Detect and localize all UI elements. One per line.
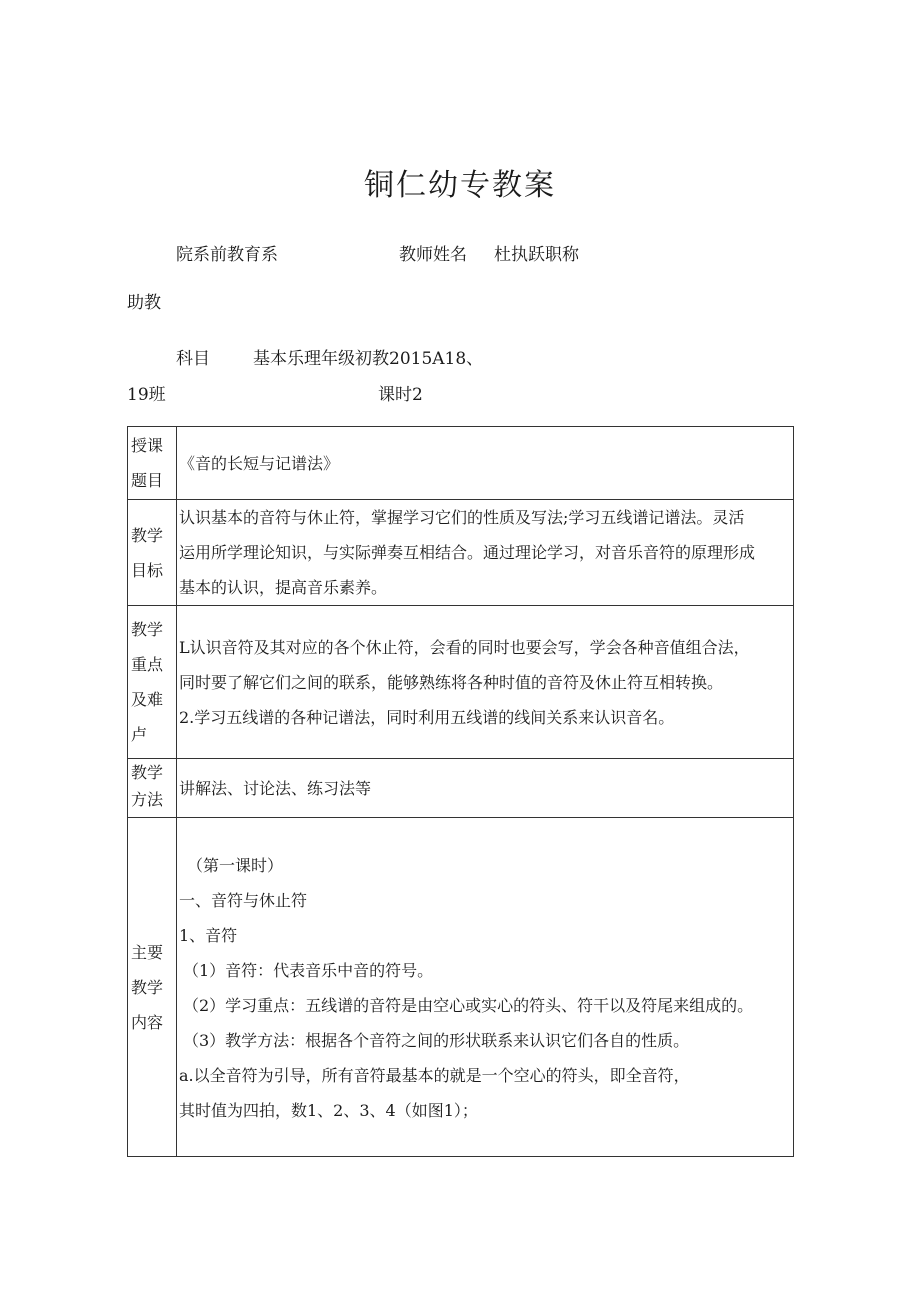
teacher-name-title: 杜执跃职称 — [494, 245, 579, 265]
table-row — [128, 818, 794, 1157]
table-row — [128, 759, 794, 818]
lesson-topic: 《音的长短与记谱法》 — [177, 427, 794, 500]
row-label: 教学 目标 — [128, 500, 177, 606]
teaching-objectives: 认识基本的音符与休止符，掌握学习它们的性质及写法;学习五线谱记谱法。灵活 运用所学理论知识，与实际弹奏互相结合。通过理论学习，对音乐音符的原理形成 基本的认识，提高音乐素养。 — [177, 500, 794, 606]
class-hours: 课时2 — [378, 385, 423, 405]
department: 院系前教育系 — [176, 245, 278, 265]
row-label: 授课 题目 — [128, 427, 177, 500]
key-points: L认识音符及其对应的各个休止符，会看的同时也要会写，学会各种音值组合法， 同时要了解它们之间的联系，能够熟练将各种时值的音符及休止符互相转换。 2.学习五线谱的各种记谱法，同时利用五线谱的线间关系来认识音名。 — [177, 606, 794, 759]
class-continued: 19班 — [127, 385, 166, 405]
main-content: （第一课时） 一、音符与休止符 1、音符 （1）音符：代表音乐中音的符号。 （2）学习重点：五线谱的音符是由空心或实心的符头、符干以及符尾来组成的。 （3）教学方法：根据各个音符之间的形状联系来认识它们各自的性质。 a.以全音符为引导，所有音符最基本的就是一个空心的符头，即全音符， 其时值为四拍，数1、2、3、4（如图1）； — [177, 818, 794, 1157]
table-row — [128, 606, 794, 759]
subject-value: 基本乐理年级初教2015A18、 — [253, 349, 484, 369]
table-row — [128, 427, 794, 500]
row-label: 教学 方法 — [128, 759, 177, 818]
row-label: 主要 教学 内容 — [128, 818, 177, 1157]
table-row — [128, 500, 794, 606]
row-label: 教学 重点 及难 卢 — [128, 606, 177, 759]
page-title: 铜仁幼专教案 — [364, 168, 556, 203]
teacher-rank: 助教 — [127, 293, 161, 313]
teacher-label: 教师姓名 — [399, 245, 467, 265]
subject-label: 科目 — [176, 349, 210, 369]
teaching-methods: 讲解法、讨论法、练习法等 — [177, 759, 794, 818]
lesson-plan-table — [127, 426, 794, 1157]
